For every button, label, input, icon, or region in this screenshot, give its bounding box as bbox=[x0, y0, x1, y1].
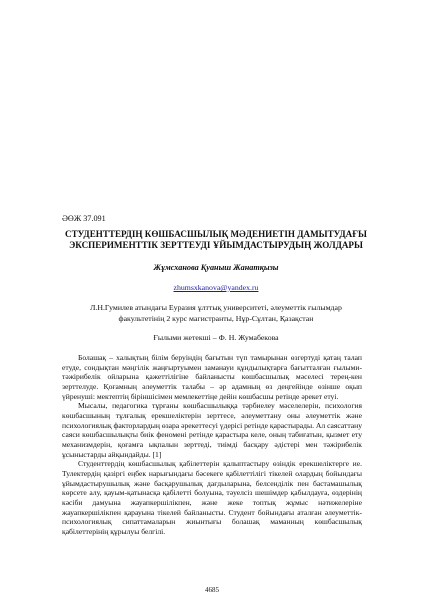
affiliation bbox=[46, 303, 386, 324]
scientific-advisor: Ғылыми жетекші – Ф. Н. Жумабекова bbox=[153, 333, 279, 342]
paragraph-1: Болашақ – халықтың білім беруіндің бағытын түп тамырынан өзгертуді қатаң талап етуде, сондықтан мәңгілік жаңғыртуымен заманауи құндылықтарға бағытталған ғылыми-тәжірибелік ойларына қажеттілігіне байланысты көшбасшылық мәселесі терең-кен зерттелуде. Қоғамның әлеуметтік талабы – әр адамның өз деңгейінде өзінше оқып үйренуші: мектептің біріншісімен мемлекеттіңе дейін көшбасшы ретінде әрекет етуі. bbox=[62, 353, 362, 401]
udc-code: ӘӨЖ 37.091 bbox=[62, 214, 106, 223]
affiliation-line-1: Л.Н.Гумилев атындағы Еуразия ұлттық университеті, әлеуметтік ғылымдар bbox=[90, 303, 342, 312]
affiliation-line-2: факультетінің 2 курс магистранты, Нұр-Сұлтан, Қазақстан bbox=[118, 313, 314, 323]
email-link[interactable]: zhumsxkanova@yandex.ru bbox=[173, 283, 259, 292]
body-text bbox=[62, 353, 362, 536]
title-line-2: ЭКСПЕРИМЕНТТІК ЗЕРТТЕУДІ ҰЙЫМДАСТЫРУДЫҢ ЖОЛДАРЫ bbox=[69, 240, 363, 250]
paragraph-2: Мысалы, педагогика тұрғаны көшбасшылыққа тәрбиелеу мәселелерін, психология көшбасшының тұлғалық ерекшеліктерін зерттесе, әлеуметтану оны әлеуметтік және психологиялық факторлардың өзара әрекеттесуі үдерісі ретінде қарастырады. Ал саясаттану саяси көшбасшылықты биік феномені ретінде қарастыра келе, оның табиғатын, қызмет ету механизмдерін, қоғамға ықпалын зерттеді, тиімді басқару әдістері мен тәжірибелік ұсыныстарды айқындайды. [1] bbox=[62, 401, 362, 459]
title-line-1: СТУДЕНТТЕРДІҢ КӨШБАСШЫЛЫҚ МӘДЕНИЕТІН ДАМЫТУДАҒЫ bbox=[65, 229, 367, 239]
author-name: Жұмсханова Қуаныш Жанатқызы bbox=[153, 263, 279, 272]
email-row bbox=[46, 283, 386, 292]
paper-title bbox=[46, 229, 386, 251]
page-number: 4685 bbox=[205, 586, 219, 594]
paragraph-3: Студенттердің көшбасшылық қабілеттерін қалыптастыру өзіндік ерекшеліктерге ие. Тулектердің қазіргі еңбек нарығындағы бәсекеге қабілеттілігі тікелей олардың бойындағы ұйымдастырушылық және басқарушылық дағдыларына, белсенділік пен бастамашылық көрсете алу, қауым-қатынасқа қабілетті болуына, тәуелсіз шешімдер қабылдауға, өздерінің кәсіби дамуына жауапкершілікпен, және жеке топтық жұмыс нәтижелеріне жауапкершілікпен қарауына тікелей байланысты. Студент бойындағы аталған әлеуметтік-психологиялық сипаттамаларын жиынтығы болашақ маманның көшбасшылық қабілеттерінің құрылуы белгілі. bbox=[62, 459, 362, 536]
